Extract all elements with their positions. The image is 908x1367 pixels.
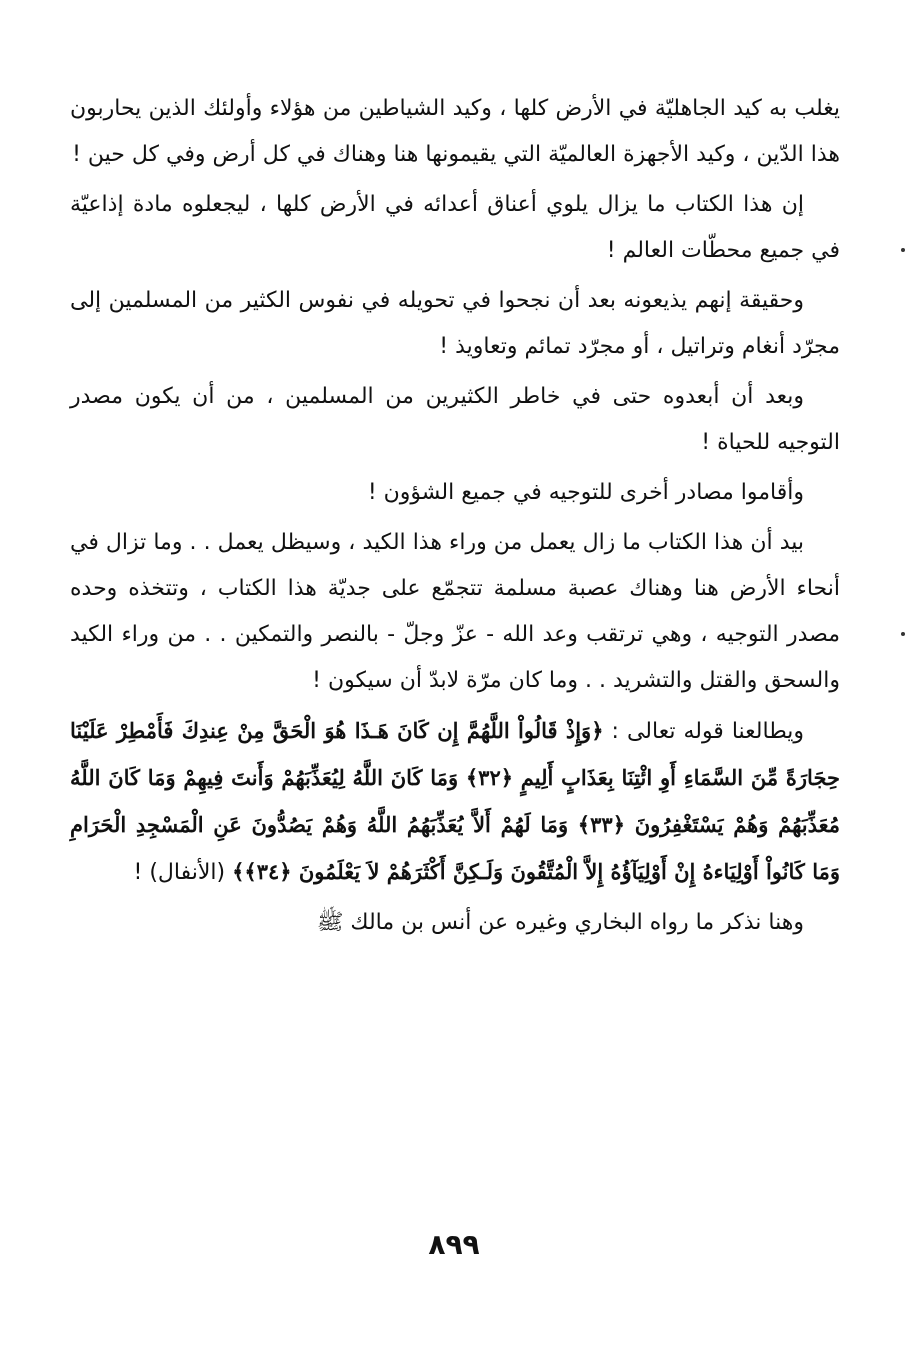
paragraph: بيد أن هذا الكتاب ما زال يعمل من وراء هذا الكيد ، وسيظل يعمل . . وما تزال في أنحاء الأرض هنا وهناك عصبة مسلمة تتجمّع على جديّة هذا الكتاب ، وتتخذه وحده مصدر التوجيه ، وهي ترتقب وعد الله - عزّ وجلّ - بالنصر والتمكين . . من وراء الكيد والسحق والقتل والتشريد . . وما كان مرّة لابدّ أن سيكون !: [70, 530, 840, 693]
page-number: ٨٩٩: [428, 1228, 480, 1261]
paragraph: وهنا نذكر ما رواه البخاري وغيره عن أنس بن مالك ﷺ: [316, 910, 804, 935]
quran-paragraph: [70, 708, 840, 896]
quran-verse: ﴿وَإِذْ قَالُواْ اللَّهُمَّ إِن كَانَ هَـذَا هُوَ الْحَقَّ مِنْ عِندِكَ فَأَمْطِرْ عَلَيْنَا حِجَارَةً مِّنَ السَّمَاءِ أَوِ ائْتِنَا بِعَذَابٍ أَلِيمٍ ﴿٣٢﴾ وَمَا كَانَ اللَّهُ لِيُعَذِّبَهُمْ وَأَنتَ فِيهِمْ وَمَا كَانَ اللَّهُ مُعَذِّبَهُمْ وَهُمْ يَسْتَغْفِرُونَ ﴿٣٣﴾ وَمَا لَهُمْ أَلاَّ يُعَذِّبَهُمُ اللَّهُ وَهُمْ يَصُدُّونَ عَنِ الْمَسْجِدِ الْحَرَامِ وَمَا كَانُواْ أَوْلِيَاءهُ إِنْ أَوْلِيَآؤُهُ إِلاَّ الْمُتَّقُونَ وَلَـكِنَّ أَكْثَرَهُمْ لاَ يَعْلَمُونَ ﴿٣٤﴾﴾: [70, 718, 840, 884]
paragraph: وأقاموا مصادر أخرى للتوجيه في جميع الشؤون !: [367, 480, 804, 505]
margin-mark: [901, 632, 905, 636]
paragraph: وحقيقة إنهم يذيعونه بعد أن نجحوا في تحويله في نفوس الكثير من المسلمين إلى مجرّد أنغام وتراتيل ، أو مجرّد تمائم وتعاويذ !: [70, 288, 840, 359]
paragraph: يغلب به كيد الجاهليّة في الأرض كلها ، وكيد الشياطين من هؤلاء وأولئك الذين يحاربون هذا الدّين ، وكيد الأجهزة العالميّة التي يقيمونها هنا وهناك في كل أرض وفي كل حين !: [70, 96, 840, 167]
quran-source: (الأنفال) !: [133, 860, 226, 885]
margin-mark: [901, 248, 905, 252]
paragraph: إن هذا الكتاب ما يزال يلوي أعناق أعدائه في الأرض كلها ، ليجعلوه مادة إذاعيّة في جميع محطّات العالم !: [70, 192, 840, 263]
paragraph: وبعد أن أبعدوه حتى في خاطر الكثيرين من المسلمين ، من أن يكون مصدر التوجيه للحياة !: [70, 384, 840, 455]
quran-intro: ويطالعنا قوله تعالى :: [611, 719, 804, 744]
body-text: [70, 86, 840, 946]
